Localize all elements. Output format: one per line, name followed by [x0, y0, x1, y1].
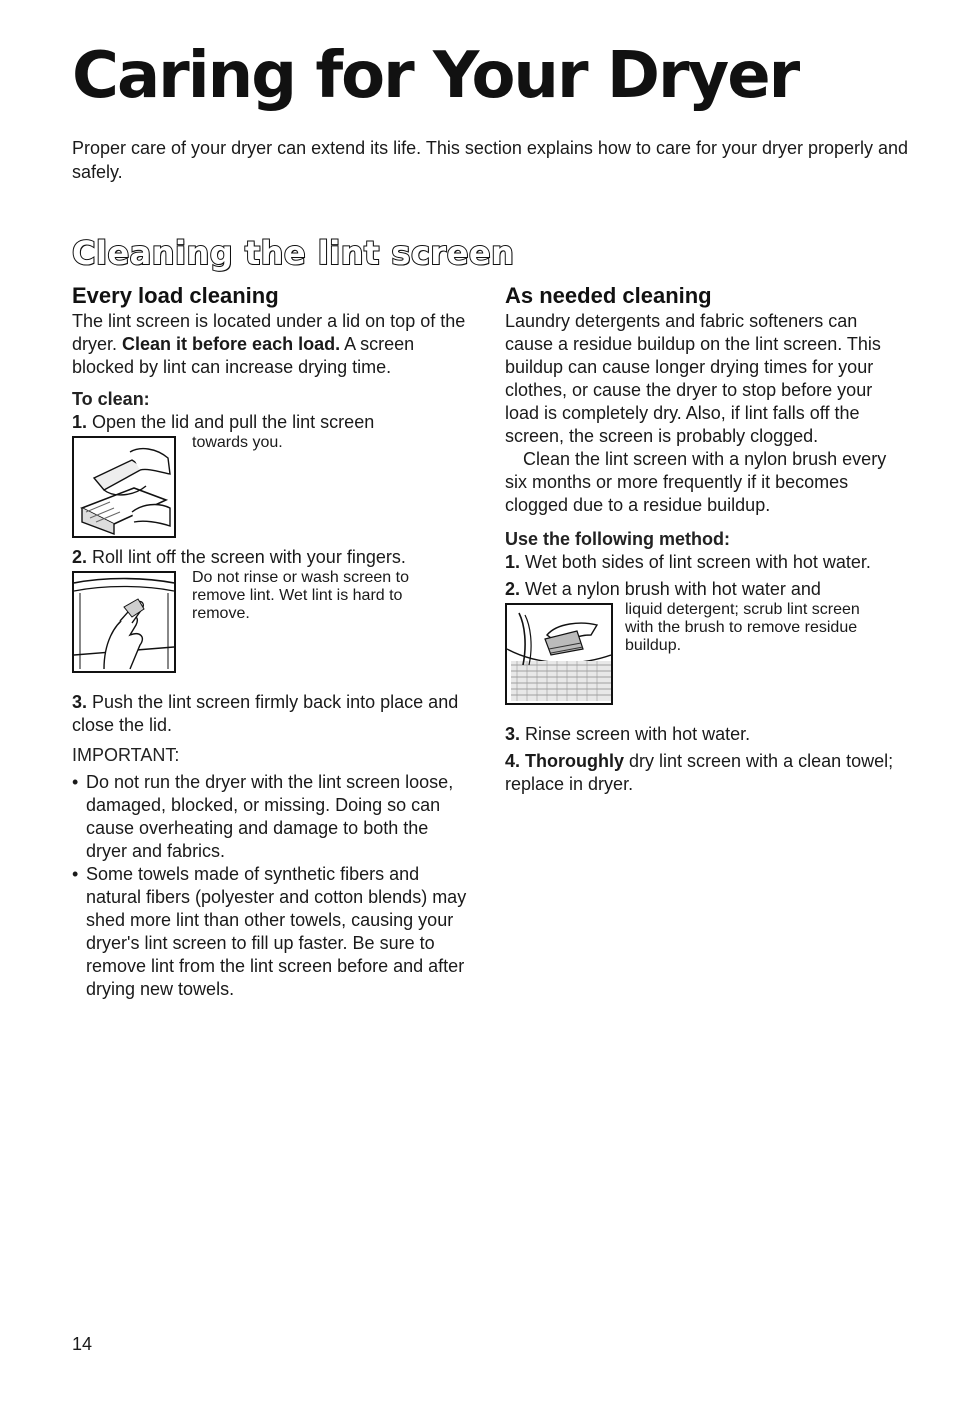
method-step-1: [505, 551, 905, 574]
method-step-2: [505, 578, 905, 601]
method-step-3: [505, 723, 905, 746]
section-title: Cleaning the lint screen: [72, 234, 515, 272]
method-step-4-bold: Thoroughly: [525, 751, 625, 771]
every-load-column: [72, 282, 472, 1001]
as-needed-column: [505, 282, 905, 796]
step-2-number: 2.: [72, 547, 88, 567]
method-step-2-figure-block: [505, 601, 905, 705]
to-clean-label: To clean:: [72, 389, 150, 409]
as-needed-heading: As needed cleaning: [505, 283, 712, 308]
bullet-dot: •: [72, 772, 79, 792]
step-1-figure-block: [72, 434, 472, 540]
step-2: [72, 546, 472, 569]
every-load-bold: Clean it before each load.: [122, 334, 341, 354]
important-item: [72, 863, 472, 1001]
step-3-number: 3.: [72, 692, 88, 712]
method-step-2-text: Wet a nylon brush with hot water and: [525, 579, 821, 599]
page-number: 14: [72, 1334, 93, 1354]
important-label: IMPORTANT:: [72, 745, 180, 765]
method-step-4: [505, 750, 905, 796]
step-1-text: Open the lid and pull the lint screen: [92, 412, 375, 432]
method-step-3-text: Rinse screen with hot water.: [525, 724, 751, 744]
step-2-continuation: Do not rinse or wash screen to remove lint. Wet lint is hard to remove.: [192, 569, 409, 622]
method-step-3-number: 3.: [505, 724, 521, 744]
method-step-1-number: 1.: [505, 552, 521, 572]
every-load-text-b: A screen blocked by lint can increase drying time.: [72, 334, 415, 377]
as-needed-paragraph-2: Clean the lint screen with a nylon brush every six months or more frequently if it becomes clogged due to a residue buildup.: [505, 449, 887, 515]
step-2-figure-block: [72, 569, 472, 683]
step-3-text: Push the lint screen firmly back into place and close the lid.: [72, 692, 459, 735]
step-1: [72, 411, 472, 434]
important-item: [72, 771, 472, 863]
step-1-continuation: towards you.: [192, 434, 283, 451]
step-2-text: Roll lint off the screen with your fingers.: [92, 547, 406, 567]
step-3: [72, 691, 472, 737]
every-load-heading: Every load cleaning: [72, 283, 279, 308]
step-1-number: 1.: [72, 412, 88, 432]
bullet-dot: •: [72, 864, 79, 884]
every-load-paragraph: [72, 310, 472, 379]
as-needed-paragraph: Laundry detergents and fabric softeners can cause a residue buildup on the lint screen. This buildup can cause longer drying times for your clothes, or cause the dryer to stop before your load is completely dry. Also, if lint falls off the screen, the screen is probably clogged.: [505, 311, 881, 446]
important-item-text: Some towels made of synthetic fibers and natural fibers (polyester and cotton blends) may shed more lint than other towels, causing your dryer's lint screen to fill up faster. Be sure to remove lint from the lint screen before and after drying new towels.: [86, 864, 467, 999]
method-step-2-continuation: liquid detergent; scrub lint screen with the brush to remove residue buildup.: [625, 601, 860, 654]
page-title: Caring for Your Dryer: [72, 39, 799, 113]
important-list: [72, 771, 472, 1001]
method-label: Use the following method:: [505, 529, 730, 549]
intro-paragraph: Proper care of your dryer can extend its life. This section explains how to care for your dryer properly and safely.: [72, 138, 909, 182]
method-step-2-number: 2.: [505, 579, 521, 599]
method-step-4-number: 4.: [505, 751, 521, 771]
method-step-1-text: Wet both sides of lint screen with hot water.: [525, 552, 871, 572]
important-item-text: Do not run the dryer with the lint screen loose, damaged, blocked, or missing. Doing so can cause overheating and damage to both the dryer and fabrics.: [86, 772, 454, 861]
method-step-4-text: dry lint screen with a clean towel; replace in dryer.: [505, 751, 894, 794]
every-load-text-a: The lint screen is located under a lid on top of the dryer.: [72, 311, 466, 354]
